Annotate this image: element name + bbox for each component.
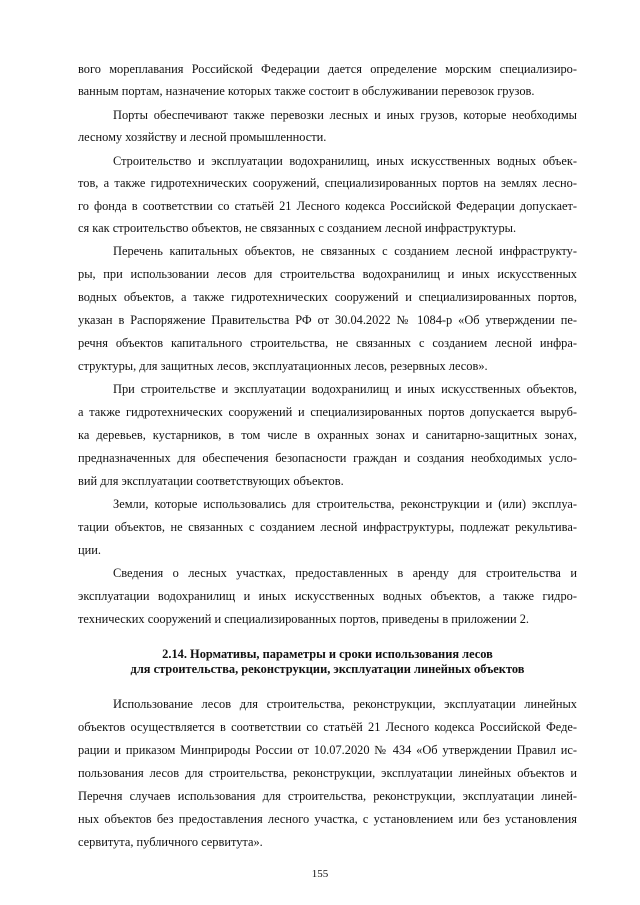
text-line: ры, при использовании лесов для строительства водохранилищ и иных искусственных	[78, 267, 577, 281]
text-line: пользования лесов для строительства, реконструкции, эксплуатации линейных объектов и	[78, 766, 577, 780]
text-line: Порты обеспечивают также перевозки лесных и иных грузов, которые необходимы	[113, 108, 577, 122]
text-line: предназначенных для обеспечения безопасности граждан и создания необходимых усло-	[78, 451, 577, 465]
section-heading-line: 2.14. Нормативы, параметры и сроки использования лесов	[162, 647, 493, 661]
text-line: Строительство и эксплуатации водохранилищ, иных искусственных водных объек-	[113, 154, 577, 168]
text-line: а также гидротехнических сооружений и специализированных портов допускается выруб-	[78, 405, 577, 419]
text-line: вого мореплавания Российской Федерации дается определение морским специализиро-	[78, 62, 577, 76]
section-heading-line: для строительства, реконструкции, эксплуатации линейных объектов	[130, 662, 525, 676]
text-line: ции.	[78, 543, 101, 557]
text-line: Перечня случаев использования для строительства, реконструкции, эксплуатации линей-	[78, 789, 577, 803]
text-line: технических сооружений и специализированных портов, приведены в приложении 2.	[78, 612, 529, 626]
text-line: тов, а также гидротехнических сооружений, специализированных портов на землях лесно-	[78, 176, 577, 190]
text-line: указан в Распоряжение Правительства РФ от 30.04.2022 № 1084-р «Об утверждении пе-	[78, 313, 577, 327]
text-line: рации и приказом Минприроды России от 10.07.2020 № 434 «Об утверждении Правил ис-	[78, 743, 577, 757]
text-line: ванным портам, назначение которых также состоит в обслуживании перевозок грузов.	[78, 84, 535, 98]
text-line: объектов осуществляется в соответствии со статьёй 21 Лесного кодекса Российской Феде-	[78, 720, 577, 734]
text-line: водных объектов, а также гидротехнических сооружений и специализированных портов,	[78, 290, 577, 304]
text-line: Перечень капитальных объектов, не связанных с созданием лесной инфраструкту-	[113, 244, 577, 258]
text-line: Использование лесов для строительства, реконструкции, эксплуатации линейных	[113, 697, 577, 711]
text-line: Земли, которые использовались для строительства, реконструкции и (или) эксплуа-	[113, 497, 577, 511]
text-line: Сведения о лесных участках, предоставленных в аренду для строительства и	[113, 566, 577, 580]
page-number: 155	[311, 868, 329, 880]
text-line: ных объектов без предоставления лесного участка, с установлением или без установления	[78, 812, 577, 826]
text-line: го фонда в соответствии со статьёй 21 Лесного кодекса Российской Федерации допускает-	[78, 199, 577, 213]
text-line: лесному хозяйству и лесной промышленности.	[78, 130, 327, 144]
text-line: эксплуатации водохранилищ и иных искусственных водных объектов, а также гидро-	[78, 589, 577, 603]
text-line: При строительстве и эксплуатации водохранилищ и иных искусственных объектов,	[113, 382, 577, 396]
text-line: сервитута, публичного сервитута».	[78, 835, 263, 849]
text-line: вий для эксплуатации соответствующих объектов.	[78, 474, 344, 488]
text-line: речня объектов капитального строительства, не связанных с созданием лесной инфра-	[78, 336, 577, 350]
text-line: тации объектов, не связанных с созданием лесной инфраструктуры, подлежат рекультива-	[78, 520, 577, 534]
text-line: структуры, для защитных лесов, эксплуатационных лесов, резервных лесов».	[78, 359, 488, 373]
text-line: ся как строительство объектов, не связанных с созданием лесной инфраструктуры.	[78, 221, 517, 235]
text-line: ка деревьев, кустарников, в том числе в охранных зонах и санитарно-защитных зонах,	[78, 428, 577, 442]
